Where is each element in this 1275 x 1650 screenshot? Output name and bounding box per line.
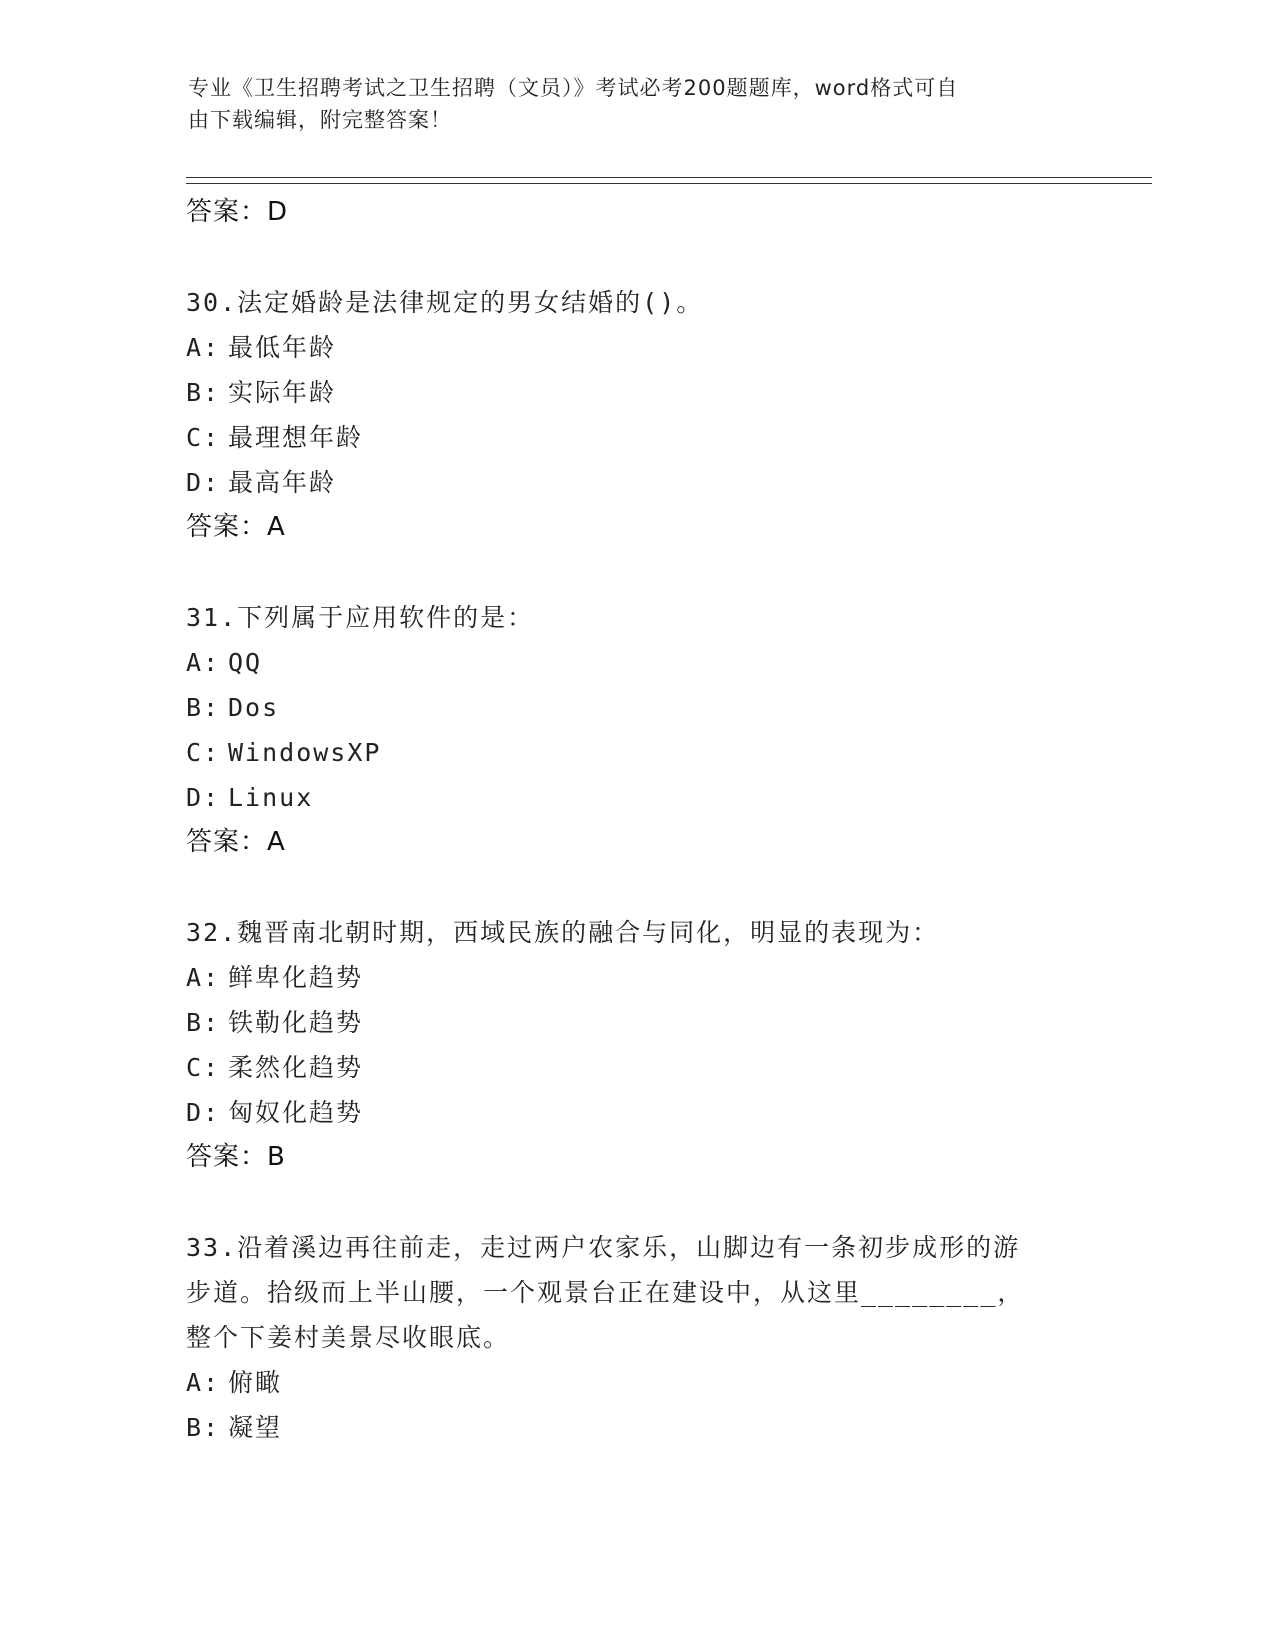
option-row [186,370,1086,415]
option-row [186,1045,1086,1090]
option-row [186,640,1086,685]
option-label: A: [186,1368,221,1397]
option-label: B: [186,1008,221,1037]
answer-value: A [267,512,286,542]
option-label: C: [186,423,221,452]
option-row [186,1000,1086,1045]
header-line-2: 由下载编辑，附完整答案！ [188,108,452,132]
answer-line [186,820,1086,864]
answer-line [186,505,1086,549]
question-text: 整个下姜村美景尽收眼底。 [186,1323,511,1352]
option-label: C: [186,1053,221,1082]
option-row [186,1405,1086,1450]
question-text: 30.法定婚龄是法律规定的男女结婚的()。 [186,288,704,317]
option-label: D: [186,468,221,497]
header-divider-top [186,177,1152,178]
option-text: 最低年龄 [228,333,337,362]
answer-line [186,1135,1086,1179]
option-label: D: [186,1098,221,1127]
question-text: 33.沿着溪边再往前走，走过两户农家乐，山脚边有一条初步成形的游 [186,1233,1021,1262]
header-line-1: 专业《卫生招聘考试之卫生招聘（文员）》考试必考200题题库，word格式可自 [188,76,959,100]
option-label: A: [186,333,221,362]
answer-value: A [267,827,286,857]
option-text: 俯瞰 [228,1368,283,1397]
option-text: 凝望 [228,1413,283,1442]
option-row [186,460,1086,505]
answer-label: 答案： [186,1142,268,1172]
option-text: QQ [228,648,263,677]
option-text: 最理想年龄 [228,423,364,452]
option-label: B: [186,693,221,722]
option-text: WindowsXP [228,738,382,767]
document-body [186,190,1086,1450]
option-text: 柔然化趋势 [228,1053,364,1082]
option-label: B: [186,378,221,407]
option-text: 鲜卑化趋势 [228,963,364,992]
answer-line [186,190,1086,234]
option-text: Dos [228,693,280,722]
option-text: 实际年龄 [228,378,337,407]
option-row [186,955,1086,1000]
option-label: A: [186,963,221,992]
answer-label: 答案： [186,512,268,542]
option-label: A: [186,648,221,677]
page-header [188,72,1088,136]
option-label: B: [186,1413,221,1442]
header-divider-bottom [186,183,1152,184]
option-row [186,685,1086,730]
option-label: C: [186,738,221,767]
answer-label: 答案： [186,197,268,227]
question-text: 步道。拾级而上半山腰，一个观景台正在建设中，从这里________， [186,1278,1025,1307]
option-text: 匈奴化趋势 [228,1098,364,1127]
option-row [186,730,1086,775]
option-label: D: [186,783,221,812]
option-row [186,325,1086,370]
option-text: Linux [228,783,314,812]
option-row [186,775,1086,820]
question-block [186,595,1086,864]
option-row [186,415,1086,460]
answer-label: 答案： [186,827,268,857]
question-text: 31.下列属于应用软件的是： [186,603,535,632]
option-text: 铁勒化趋势 [228,1008,364,1037]
option-row [186,1360,1086,1405]
option-row [186,1090,1086,1135]
question-block [186,1225,1086,1450]
answer-value: B [267,1142,286,1172]
question-block [186,910,1086,1179]
option-text: 最高年龄 [228,468,337,497]
question-text: 32.魏晋南北朝时期，西域民族的融合与同化，明显的表现为： [186,918,940,947]
question-block [186,280,1086,549]
answer-value: D [267,197,289,227]
